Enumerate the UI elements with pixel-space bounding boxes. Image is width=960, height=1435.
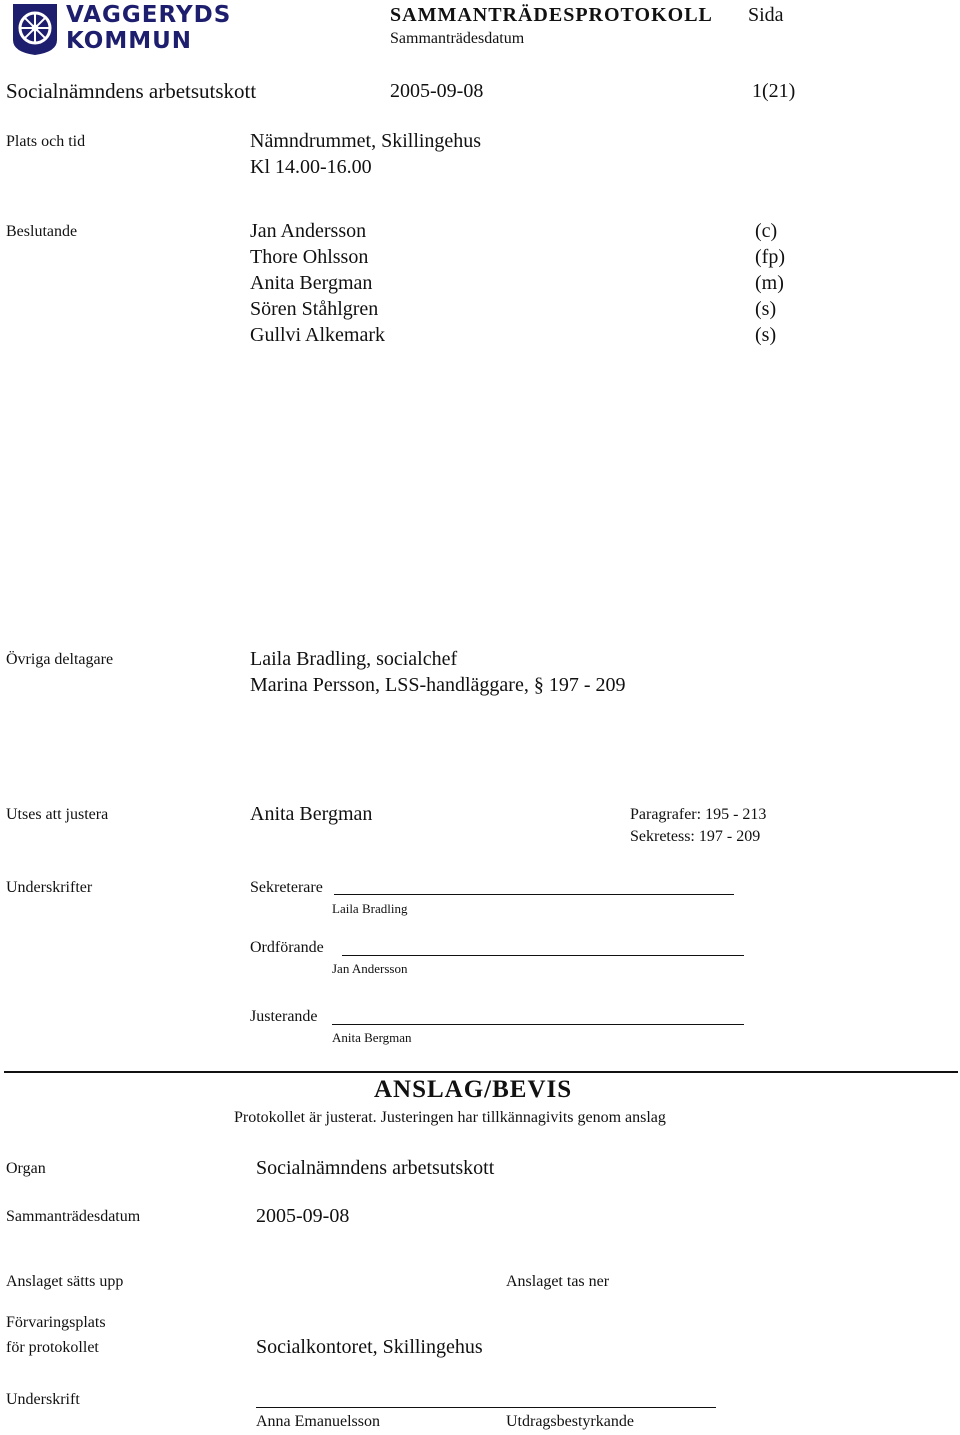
paragraphs: Paragrafer: 195 - 213 bbox=[630, 806, 767, 823]
storage-label-line1: Förvaringsplats bbox=[6, 1314, 106, 1331]
member-name: Jan Andersson bbox=[250, 220, 367, 242]
storage-label-line2: för protokollet bbox=[6, 1339, 99, 1356]
adjuster-signature-line bbox=[332, 1024, 744, 1025]
member-party: (s) bbox=[755, 298, 777, 320]
removed-label: Anslaget tas ner bbox=[506, 1273, 610, 1290]
signatures-label: Underskrifter bbox=[6, 879, 93, 896]
member-name: Anita Bergman bbox=[250, 272, 373, 294]
signature-label: Underskrift bbox=[6, 1391, 80, 1408]
deciding-label: Beslutande bbox=[6, 223, 78, 240]
section-divider bbox=[4, 1071, 958, 1073]
other-participants-label: Övriga deltagare bbox=[6, 651, 114, 668]
member-name: Thore Ohlsson bbox=[250, 246, 369, 268]
organ: Socialnämndens arbetsutskott bbox=[256, 1157, 495, 1179]
adjuster-role: Justerande bbox=[250, 1008, 318, 1025]
municipality-logo bbox=[10, 2, 232, 56]
place-label: Plats och tid bbox=[6, 133, 86, 150]
logo-text-line2: KOMMUN bbox=[66, 28, 193, 54]
signer-name: Anna Emanuelsson bbox=[256, 1413, 380, 1430]
adjust-label: Utses att justera bbox=[6, 806, 109, 823]
member-party: (s) bbox=[755, 324, 777, 346]
other-participant: Marina Persson, LSS-handläggare, § 197 - 209 bbox=[250, 674, 626, 696]
page-label: Sida bbox=[748, 4, 784, 26]
chair-role: Ordförande bbox=[250, 939, 324, 956]
organ-label: Organ bbox=[6, 1160, 46, 1177]
adjuster-name: Anita Bergman bbox=[250, 803, 373, 825]
chair-name: Jan Andersson bbox=[332, 961, 408, 976]
secretary-name: Laila Bradling bbox=[332, 901, 408, 916]
secretary-role: Sekreterare bbox=[250, 879, 323, 896]
storage-place: Socialkontoret, Skillingehus bbox=[256, 1336, 483, 1358]
document-type: SAMMANTRÄDESPROTOKOLL bbox=[390, 4, 713, 26]
chair-signature-line bbox=[342, 955, 744, 956]
member-party: (c) bbox=[755, 220, 778, 242]
meeting-date-label: Sammanträdesdatum bbox=[390, 30, 525, 47]
anslag-title: ANSLAG/BEVIS bbox=[374, 1076, 573, 1103]
posted-label: Anslaget sätts upp bbox=[6, 1273, 124, 1290]
other-participant: Laila Bradling, socialchef bbox=[250, 648, 458, 670]
member-name: Sören Ståhlgren bbox=[250, 298, 379, 320]
page-number: 1(21) bbox=[752, 80, 796, 102]
anslag-date: 2005-09-08 bbox=[256, 1205, 350, 1227]
adjuster-signature-name: Anita Bergman bbox=[332, 1030, 412, 1045]
time: Kl 14.00-16.00 bbox=[250, 156, 372, 178]
anslag-subtitle: Protokollet är justerat. Justeringen har tillkännagivits genom anslag bbox=[234, 1109, 666, 1126]
logo-text-line1: VAGGERYDS bbox=[66, 2, 232, 28]
member-party: (m) bbox=[755, 272, 784, 294]
meeting-date: 2005-09-08 bbox=[390, 80, 484, 102]
anslag-date-label: Sammanträdesdatum bbox=[6, 1208, 141, 1225]
anslag-signature-line bbox=[256, 1407, 716, 1408]
wheel-emblem-icon bbox=[10, 2, 60, 56]
secretary-signature-line bbox=[334, 894, 734, 895]
member-party: (fp) bbox=[755, 246, 785, 268]
member-name: Gullvi Alkemark bbox=[250, 324, 385, 346]
signer-title: Utdragsbestyrkande bbox=[506, 1413, 634, 1430]
secrecy: Sekretess: 197 - 209 bbox=[630, 828, 761, 845]
committee-name: Socialnämndens arbetsutskott bbox=[6, 79, 257, 103]
place: Nämndrummet, Skillingehus bbox=[250, 130, 482, 152]
